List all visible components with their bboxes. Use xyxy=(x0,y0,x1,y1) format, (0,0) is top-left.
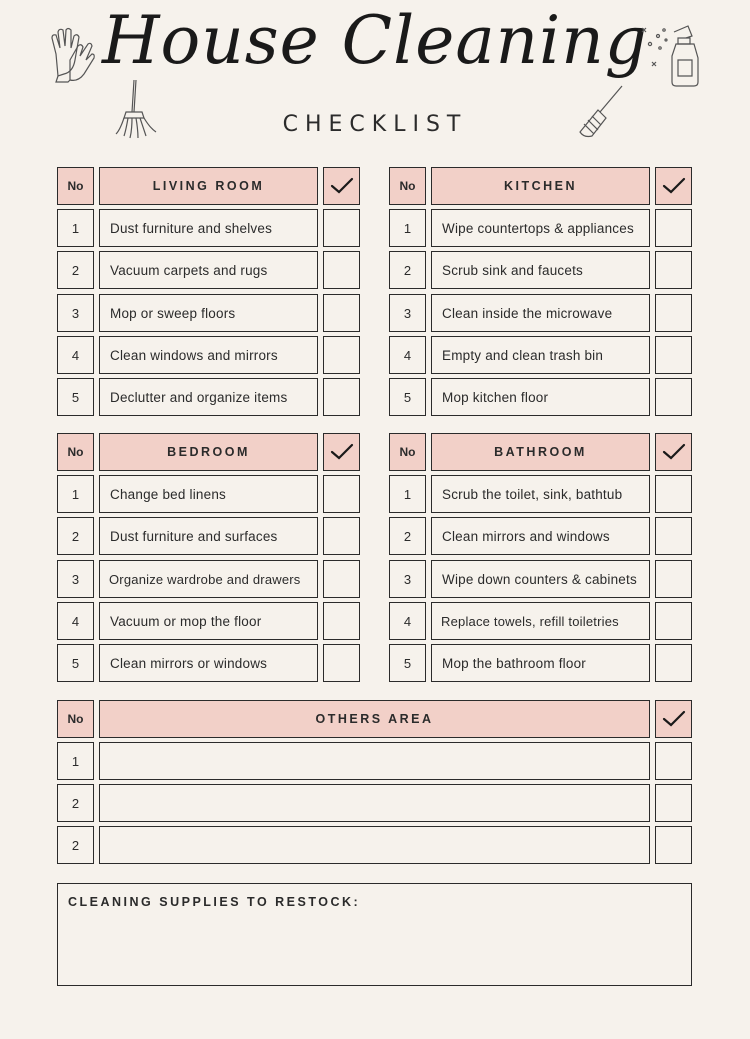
bedroom-row-1-checkbox[interactable] xyxy=(323,475,360,513)
bathroom-check-header xyxy=(655,433,692,471)
others-row-1-field[interactable] xyxy=(99,742,650,780)
kitchen-no-header: No xyxy=(389,167,426,205)
page-subtitle: CHECKLIST xyxy=(282,112,468,137)
bedroom-row-1-no: 1 xyxy=(57,475,94,513)
kitchen-row-3-checkbox[interactable] xyxy=(655,294,692,332)
bathroom-row-3-no: 3 xyxy=(389,560,426,598)
bathroom-row-1-no: 1 xyxy=(389,475,426,513)
checkmark-icon xyxy=(330,177,354,195)
kitchen-row-4-checkbox[interactable] xyxy=(655,336,692,374)
living-row-1-no: 1 xyxy=(57,209,94,247)
bedroom-row-5-no: 5 xyxy=(57,644,94,682)
living-row-5-no: 5 xyxy=(57,378,94,416)
bathroom-header: BATHROOM xyxy=(431,433,650,471)
bathroom-row-2-no: 2 xyxy=(389,517,426,555)
kitchen-row-1-task: Wipe countertops & appliances xyxy=(431,209,650,247)
kitchen-row-3-no: 3 xyxy=(389,294,426,332)
living-row-4-task: Clean windows and mirrors xyxy=(99,336,318,374)
kitchen-row-5-task: Mop kitchen floor xyxy=(431,378,650,416)
kitchen-row-2-checkbox[interactable] xyxy=(655,251,692,289)
bathroom-row-3-task: Wipe down counters & cabinets xyxy=(431,560,650,598)
checkmark-icon xyxy=(662,443,686,461)
living-row-2-checkbox[interactable] xyxy=(323,251,360,289)
spray-bottle-icon xyxy=(636,22,706,88)
kitchen-check-header xyxy=(655,167,692,205)
living-no-header: No xyxy=(57,167,94,205)
restock-label: CLEANING SUPPLIES TO RESTOCK: xyxy=(68,895,361,909)
others-row-2-no: 2 xyxy=(57,784,94,822)
gloves-icon xyxy=(48,24,98,86)
bedroom-row-3-checkbox[interactable] xyxy=(323,560,360,598)
bedroom-header: BEDROOM xyxy=(99,433,318,471)
others-row-3-checkbox[interactable] xyxy=(655,826,692,864)
bedroom-row-5-checkbox[interactable] xyxy=(323,644,360,682)
kitchen-row-5-checkbox[interactable] xyxy=(655,378,692,416)
bathroom-row-3-checkbox[interactable] xyxy=(655,560,692,598)
others-area-header: OTHERS AREA xyxy=(99,700,650,738)
living-row-2-task: Vacuum carpets and rugs xyxy=(99,251,318,289)
living-row-3-no: 3 xyxy=(57,294,94,332)
bathroom-row-2-task: Clean mirrors and windows xyxy=(431,517,650,555)
living-room-header: LIVING ROOM xyxy=(99,167,318,205)
bedroom-row-1-task: Change bed linens xyxy=(99,475,318,513)
bathroom-row-5-checkbox[interactable] xyxy=(655,644,692,682)
others-row-3-field[interactable] xyxy=(99,826,650,864)
kitchen-row-3-task: Clean inside the microwave xyxy=(431,294,650,332)
living-row-2-no: 2 xyxy=(57,251,94,289)
kitchen-row-2-task: Scrub sink and faucets xyxy=(431,251,650,289)
bathroom-row-5-no: 5 xyxy=(389,644,426,682)
mop-icon xyxy=(112,78,162,140)
bathroom-row-5-task: Mop the bathroom floor xyxy=(431,644,650,682)
bedroom-row-3-task: Organize wardrobe and drawers xyxy=(99,560,318,598)
bedroom-row-4-task: Vacuum or mop the floor xyxy=(99,602,318,640)
bathroom-row-2-checkbox[interactable] xyxy=(655,517,692,555)
bathroom-row-4-task: Replace towels, refill toiletries xyxy=(431,602,650,640)
bedroom-row-2-task: Dust furniture and surfaces xyxy=(99,517,318,555)
bedroom-row-2-checkbox[interactable] xyxy=(323,517,360,555)
kitchen-row-1-no: 1 xyxy=(389,209,426,247)
living-row-1-checkbox[interactable] xyxy=(323,209,360,247)
others-check-header xyxy=(655,700,692,738)
living-row-5-task: Declutter and organize items xyxy=(99,378,318,416)
others-row-1-checkbox[interactable] xyxy=(655,742,692,780)
living-row-4-checkbox[interactable] xyxy=(323,336,360,374)
bathroom-row-4-checkbox[interactable] xyxy=(655,602,692,640)
bedroom-row-2-no: 2 xyxy=(57,517,94,555)
bathroom-row-4-no: 4 xyxy=(389,602,426,640)
kitchen-row-1-checkbox[interactable] xyxy=(655,209,692,247)
restock-notes-box[interactable] xyxy=(57,883,692,986)
others-row-2-field[interactable] xyxy=(99,784,650,822)
kitchen-row-2-no: 2 xyxy=(389,251,426,289)
living-row-4-no: 4 xyxy=(57,336,94,374)
others-row-3-no: 2 xyxy=(57,826,94,864)
kitchen-row-4-no: 4 xyxy=(389,336,426,374)
checkmark-icon xyxy=(662,177,686,195)
others-no-header: No xyxy=(57,700,94,738)
bathroom-no-header: No xyxy=(389,433,426,471)
bedroom-row-4-no: 4 xyxy=(57,602,94,640)
kitchen-row-4-task: Empty and clean trash bin xyxy=(431,336,650,374)
living-row-5-checkbox[interactable] xyxy=(323,378,360,416)
checkmark-icon xyxy=(662,710,686,728)
bathroom-row-1-checkbox[interactable] xyxy=(655,475,692,513)
broom-icon xyxy=(576,84,628,140)
bedroom-check-header xyxy=(323,433,360,471)
living-row-3-task: Mop or sweep floors xyxy=(99,294,318,332)
others-row-1-no: 1 xyxy=(57,742,94,780)
living-row-3-checkbox[interactable] xyxy=(323,294,360,332)
others-row-2-checkbox[interactable] xyxy=(655,784,692,822)
checkmark-icon xyxy=(330,443,354,461)
bathroom-row-1-task: Scrub the toilet, sink, bathtub xyxy=(431,475,650,513)
bedroom-row-5-task: Clean mirrors or windows xyxy=(99,644,318,682)
living-row-1-task: Dust furniture and shelves xyxy=(99,209,318,247)
kitchen-row-5-no: 5 xyxy=(389,378,426,416)
kitchen-header: KITCHEN xyxy=(431,167,650,205)
bedroom-row-3-no: 3 xyxy=(57,560,94,598)
bedroom-row-4-checkbox[interactable] xyxy=(323,602,360,640)
living-check-header xyxy=(323,167,360,205)
bedroom-no-header: No xyxy=(57,433,94,471)
page-title: House Cleaning xyxy=(101,2,649,79)
